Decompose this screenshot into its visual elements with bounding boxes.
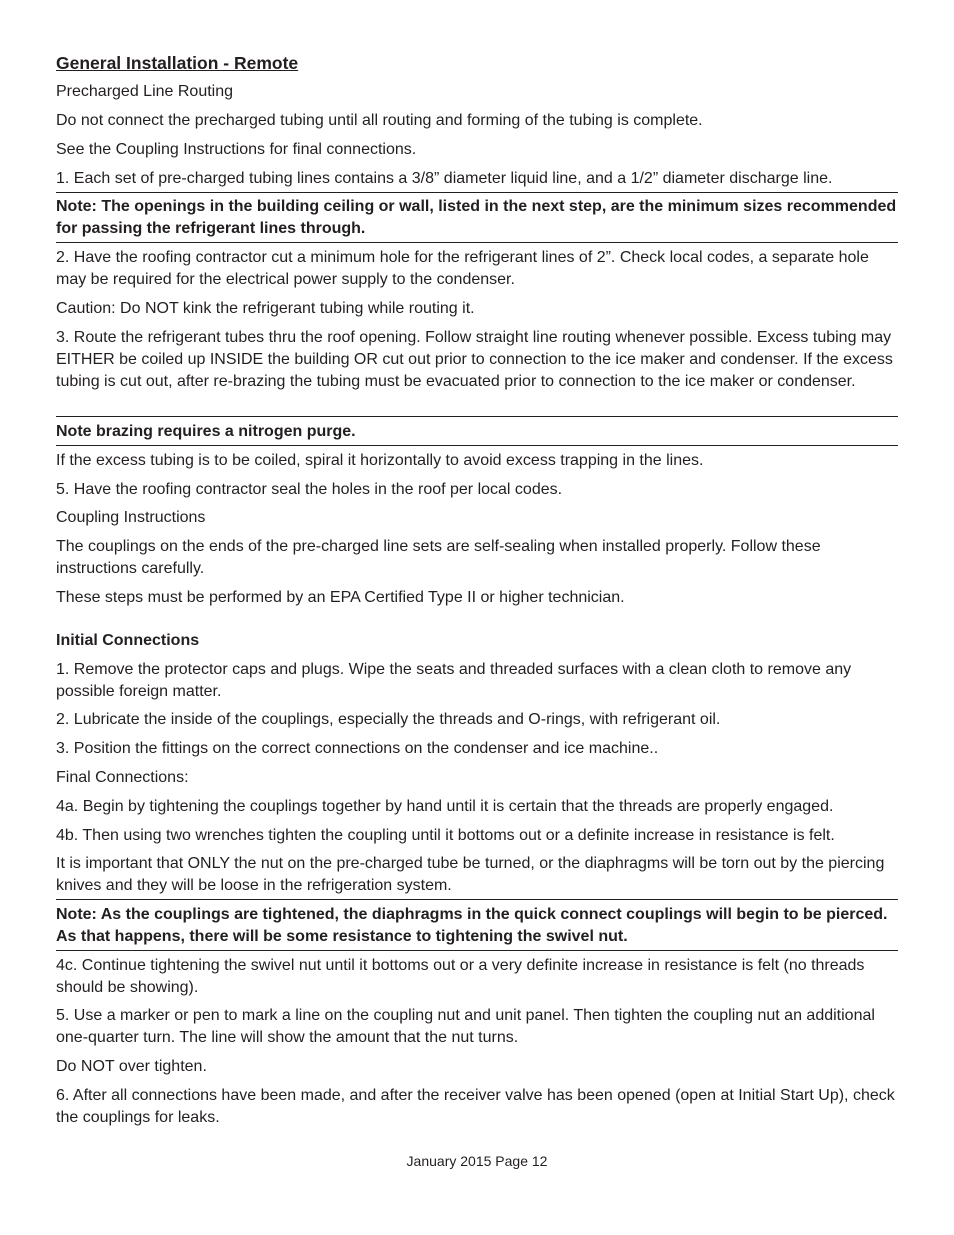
divider [56, 242, 898, 243]
note-openings-minimum-sizes: Note: The openings in the building ceiling or wall, listed in the next step, are the minimum sizes recommended for passing the refrigerant lines through. [56, 198, 897, 237]
paragraph-final-connections: Final Connections: [56, 769, 189, 786]
paragraph-coupling-instructions: Coupling Instructions [56, 509, 206, 526]
paragraph-step-2-roofing-hole: 2. Have the roofing contractor cut a minimum hole for the refrigerant lines of 2”. Check local codes, a separate hole may be required for the electrical power supply to the condenser. [56, 249, 869, 288]
paragraph-do-not-connect: Do not connect the precharged tubing until all routing and forming of the tubing is complete. [56, 112, 703, 129]
paragraph-step-4c: 4c. Continue tightening the swivel nut until it bottoms out or a very definite increase in resistance is felt (no threads should be showing). [56, 957, 865, 996]
paragraph-step-6-leak-check: 6. After all connections have been made, and after the receiver valve has been opened (open at Initial Start Up), check the couplings for leaks. [56, 1087, 895, 1126]
paragraph-step-4a: 4a. Begin by tightening the couplings together by hand until it is certain that the threads are properly engaged. [56, 798, 834, 815]
divider [56, 899, 898, 900]
paragraph-step-1-tubing-lines: 1. Each set of pre-charged tubing lines contains a 3/8” diameter liquid line, and a 1/2” diameter discharge line. [56, 170, 833, 187]
paragraph-couplings-self-sealing: The couplings on the ends of the pre-charged line sets are self-sealing when installed properly. Follow these instructions carefully. [56, 538, 821, 577]
section-title: General Installation - Remote [56, 53, 299, 73]
paragraph-caution-kink: Caution: Do NOT kink the refrigerant tubing while routing it. [56, 300, 475, 317]
paragraph-step-3-route-tubes: 3. Route the refrigerant tubes thru the roof opening. Follow straight line routing whenever possible. Excess tubing may EITHER be coiled up INSIDE the building OR cut out prior to connection to the ice maker and condenser. If the excess tubing is cut out, after re-brazing the tubing must be evacuated prior to connection to the ice maker or condenser. [56, 329, 893, 390]
page-footer: January 2015 Page 12 [406, 1153, 548, 1169]
paragraph-initial-step-2: 2. Lubricate the inside of the couplings, especially the threads and O-rings, with refrigerant oil. [56, 711, 721, 728]
divider [56, 192, 898, 193]
paragraph-precharged-line-routing: Precharged Line Routing [56, 83, 234, 100]
divider [56, 416, 898, 417]
paragraph-step-5-marker: 5. Use a marker or pen to mark a line on the coupling nut and unit panel. Then tighten the coupling nut an additional one-quarter turn. The line will show the amount that the nut turns. [56, 1007, 875, 1046]
paragraph-step-4b: 4b. Then using two wrenches tighten the coupling until it bottoms out or a definite increase in resistance is felt. [56, 827, 835, 844]
divider [56, 445, 898, 446]
note-brazing-nitrogen: Note brazing requires a nitrogen purge. [56, 423, 356, 440]
paragraph-epa-certified: These steps must be performed by an EPA Certified Type II or higher technician. [56, 589, 625, 606]
paragraph-initial-step-3: 3. Position the fittings on the correct connections on the condenser and ice machine.. [56, 740, 659, 757]
heading-initial-connections: Initial Connections [56, 632, 200, 649]
paragraph-initial-step-1: 1. Remove the protector caps and plugs. Wipe the seats and threaded surfaces with a clean cloth to remove any possible foreign matter. [56, 661, 852, 700]
paragraph-see-coupling-instructions: See the Coupling Instructions for final connections. [56, 141, 417, 158]
paragraph-only-the-nut: It is important that ONLY the nut on the pre-charged tube be turned, or the diaphragms will be torn out by the piercing knives and they will be loose in the refrigeration system. [56, 855, 885, 894]
paragraph-do-not-over-tighten: Do NOT over tighten. [56, 1058, 207, 1075]
paragraph-step-5-seal-holes: 5. Have the roofing contractor seal the holes in the roof per local codes. [56, 481, 563, 498]
note-couplings-tightened: Note: As the couplings are tightened, the diaphragms in the quick connect couplings will begin to be pierced. As that happens, there will be some resistance to tightening the swivel nut. [56, 906, 888, 945]
divider [56, 950, 898, 951]
paragraph-excess-tubing-coiled: If the excess tubing is to be coiled, spiral it horizontally to avoid excess trapping in the lines. [56, 452, 704, 469]
